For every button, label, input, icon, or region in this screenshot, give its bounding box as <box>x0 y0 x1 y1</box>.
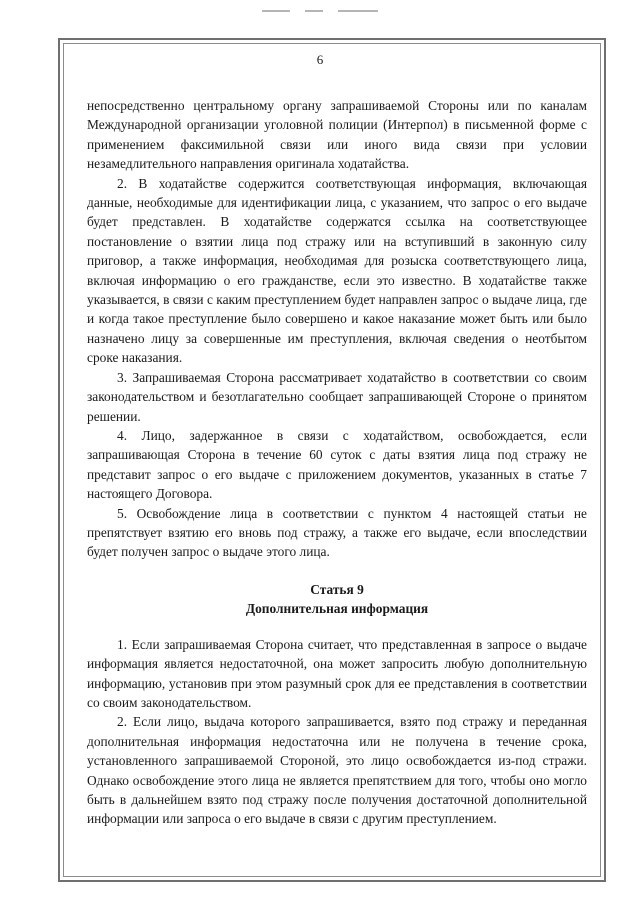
scan-artifact-mark <box>338 10 378 12</box>
paragraph-3: 3. Запрашиваемая Сторона рассматривает ходатайство в соответствии со своим законодательством и безотлагательно сообщает запрашивающей Стороне о принятом решении. <box>87 369 587 424</box>
scan-artifact-mark <box>262 10 290 12</box>
document-body <box>87 96 587 829</box>
paragraph-continuation: непосредственно центральному органу запрашиваемой Стороны или по каналам Международной организации уголовной полиции (Интерпол) в письменной форме с применением факсимильной связи или иного вида связи при условии незамедлительного направления оригинала ходатайства. <box>87 98 587 172</box>
article-heading <box>87 580 587 619</box>
scan-artifact-mark <box>305 10 323 12</box>
article-paragraph-1: 1. Если запрашиваемая Сторона считает, что представленная в запросе о выдаче информация является недостаточной, она может запросить любую дополнительную информацию, установив при этом разумный срок для ее представления в соответствии со своим законодательством. <box>87 636 587 710</box>
page-number: 6 <box>316 52 324 67</box>
article-number: Статья 9 <box>310 581 364 597</box>
article-title: Дополнительная информация <box>245 601 429 617</box>
paragraph-4: 4. Лицо, задержанное в связи с ходатайством, освобождается, если запрашивающая Сторона в течение 60 суток с даты взятия лица под стражу не представит запрос о его выдаче с приложением документов, указанных в статье 7 настоящего Договора. <box>87 427 587 502</box>
paragraph-5: 5. Освобождение лица в соответствии с пунктом 4 настоящей статьи не препятствует взятию его вновь под стражу, а также его выдаче, если впоследствии будет получен запрос о выдаче этого лица. <box>87 505 587 560</box>
article-paragraph-2: 2. Если лицо, выдача которого запрашивается, взято под стражу и переданная дополнительная информация недостаточна или не получена в течение срока, установленного запрашиваемой Стороной, это лицо освобождается из-под стражи. Однако освобождение этого лица не является препятствием для того, чтобы оно могло быть в дальнейшем взято под стражу после получения достаточной дополнительной информации или запроса о его выдаче в связи с другим преступлением. <box>87 714 587 827</box>
paragraph-2: 2. В ходатайстве содержится соответствующая информация, включающая данные, необходимые для идентификации лица, с указанием, что запрос о его выдаче будет представлен. В ходатайстве содержатся ссылка на соответствующее постановление о взятии лица под стражу или на вступивший в законную силу приговор, а также информация, необходимая для розыска соответствующего лица, включая информацию о его гражданстве, если это известно. В ходатайстве также указывается, в связи с каким преступлением будет направлен запрос о выдаче лица, где и когда такое преступление было совершено и какое наказание может быть или было назначено лицу за совершенные им преступления, включая сведения о неотбытом сроке наказания. <box>87 175 587 366</box>
